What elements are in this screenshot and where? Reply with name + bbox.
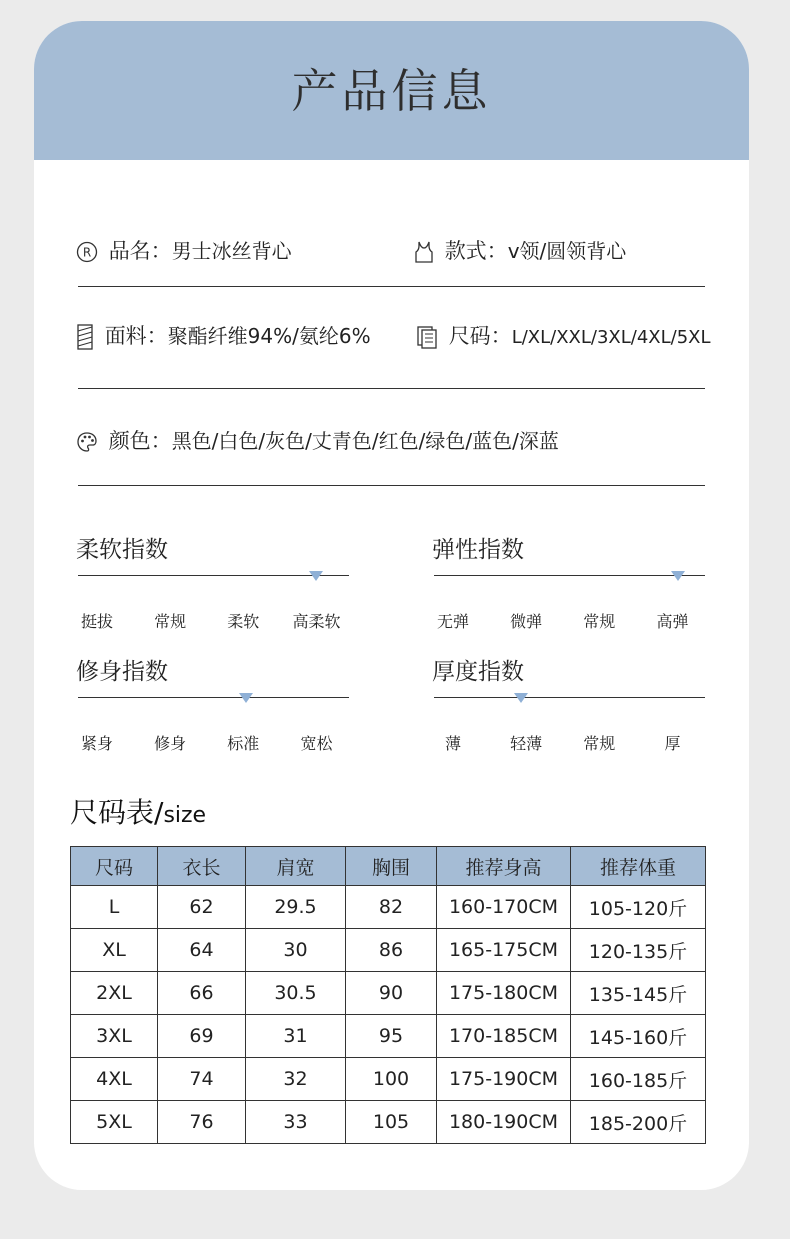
- index-label: 高弹: [656, 612, 689, 631]
- product-info-card: [34, 21, 749, 1190]
- table-cell: XL: [71, 929, 158, 972]
- size-table-header-cell: 尺码: [71, 847, 158, 886]
- table-cell: 180-190CM: [437, 1101, 571, 1144]
- table-cell: 100: [346, 1058, 437, 1101]
- table-row: [71, 1058, 706, 1101]
- index-title: 柔软指数: [76, 537, 168, 563]
- table-cell: 160-170CM: [437, 886, 571, 929]
- table-cell: 31: [246, 1015, 346, 1058]
- table-cell: 120-135斤: [571, 929, 706, 972]
- table-cell: 29.5: [246, 886, 346, 929]
- index-label: 微弹: [510, 612, 543, 631]
- index-marker: [239, 693, 253, 703]
- divider: [78, 485, 705, 486]
- table-cell: 105-120斤: [571, 886, 706, 929]
- table-cell: 64: [158, 929, 246, 972]
- index-label: 厚: [664, 734, 681, 753]
- table-cell: 33: [246, 1101, 346, 1144]
- index-label: 挺拔: [80, 612, 113, 631]
- index-marker: [309, 571, 323, 581]
- size-table: [70, 846, 706, 1144]
- size-value: L/XL/XXL/3XL/4XL/5XL: [511, 327, 711, 348]
- table-cell: 2XL: [71, 972, 158, 1015]
- style-label: 款式：: [444, 239, 508, 263]
- color-value: 黑色/白色/灰色/丈青色/红色/绿色/蓝色/深蓝: [171, 429, 559, 453]
- size-table-header-cell: 胸围: [346, 847, 437, 886]
- info-color: [76, 425, 559, 455]
- size-table-body: [71, 886, 706, 1144]
- table-cell: 4XL: [71, 1058, 158, 1101]
- index-label: 高柔软: [292, 612, 341, 631]
- index-marker: [671, 571, 685, 581]
- style-value: v领/圆领背心: [507, 239, 627, 263]
- table-row: [71, 929, 706, 972]
- page-title: 产品信息: [291, 64, 492, 118]
- table-cell: 145-160斤: [571, 1015, 706, 1058]
- index-scale-line: [434, 697, 705, 698]
- size-table-header-cell: 衣长: [158, 847, 246, 886]
- info-fabric: [76, 320, 371, 351]
- table-row: [71, 1101, 706, 1144]
- info-size: [414, 320, 711, 350]
- palette-icon: [76, 431, 98, 453]
- size-label: 尺码：: [448, 324, 512, 348]
- fabric-icon: [76, 323, 94, 351]
- index-label: 常规: [583, 612, 616, 631]
- table-cell: 95: [346, 1015, 437, 1058]
- table-cell: 175-190CM: [437, 1058, 571, 1101]
- header-bar: [34, 21, 749, 160]
- color-label: 颜色：: [108, 429, 172, 453]
- table-cell: 160-185斤: [571, 1058, 706, 1101]
- index-label: 薄: [444, 734, 461, 753]
- table-cell: 30: [246, 929, 346, 972]
- table-cell: 5XL: [71, 1101, 158, 1144]
- table-cell: L: [71, 886, 158, 929]
- index-marker: [514, 693, 528, 703]
- index-scale-line: [78, 697, 349, 698]
- info-name: [76, 235, 292, 265]
- divider: [78, 388, 705, 389]
- table-cell: 69: [158, 1015, 246, 1058]
- table-cell: 185-200斤: [571, 1101, 706, 1144]
- table-cell: 66: [158, 972, 246, 1015]
- size-chart-title-suffix: size: [163, 803, 207, 828]
- table-cell: 90: [346, 972, 437, 1015]
- name-value: 男士冰丝背心: [171, 239, 292, 263]
- index-scale-line: [434, 575, 705, 576]
- table-cell: 3XL: [71, 1015, 158, 1058]
- size-chart-title-text: 尺码表/: [70, 796, 164, 829]
- index-scale-line: [78, 575, 349, 576]
- table-cell: 165-175CM: [437, 929, 571, 972]
- table-cell: 30.5: [246, 972, 346, 1015]
- table-row: [71, 886, 706, 929]
- table-cell: 175-180CM: [437, 972, 571, 1015]
- registered-icon: [76, 241, 98, 263]
- table-cell: 135-145斤: [571, 972, 706, 1015]
- tank-top-icon: [414, 240, 434, 264]
- index-label: 紧身: [80, 734, 113, 753]
- index-label: 宽松: [300, 734, 333, 753]
- size-tag-icon: [414, 324, 438, 350]
- fabric-value: 聚酯纤维94%/氨纶6%: [167, 324, 371, 348]
- table-cell: 170-185CM: [437, 1015, 571, 1058]
- index-label: 无弹: [436, 612, 469, 631]
- fabric-label: 面料：: [104, 324, 168, 348]
- name-label: 品名：: [108, 239, 172, 263]
- table-row: [71, 1015, 706, 1058]
- size-table-header-cell: 推荐身高: [437, 847, 571, 886]
- size-chart-title: [70, 791, 206, 831]
- size-table-header-cell: 推荐体重: [571, 847, 706, 886]
- svg-text:R: R: [82, 245, 92, 260]
- table-row: [71, 972, 706, 1015]
- table-cell: 86: [346, 929, 437, 972]
- index-label: 修身: [154, 734, 187, 753]
- divider: [78, 286, 705, 287]
- table-cell: 32: [246, 1058, 346, 1101]
- index-label: 标准: [227, 734, 260, 753]
- table-cell: 76: [158, 1101, 246, 1144]
- index-title: 弹性指数: [432, 537, 524, 563]
- index-label: 轻薄: [510, 734, 543, 753]
- table-cell: 82: [346, 886, 437, 929]
- index-title: 修身指数: [76, 659, 168, 685]
- size-table-header-cell: 肩宽: [246, 847, 346, 886]
- table-cell: 74: [158, 1058, 246, 1101]
- table-cell: 62: [158, 886, 246, 929]
- index-title: 厚度指数: [432, 659, 524, 685]
- index-label: 柔软: [227, 612, 260, 631]
- info-style: [414, 235, 626, 265]
- index-label: 常规: [154, 612, 187, 631]
- index-label: 常规: [583, 734, 616, 753]
- size-table-header: [71, 847, 706, 886]
- table-cell: 105: [346, 1101, 437, 1144]
